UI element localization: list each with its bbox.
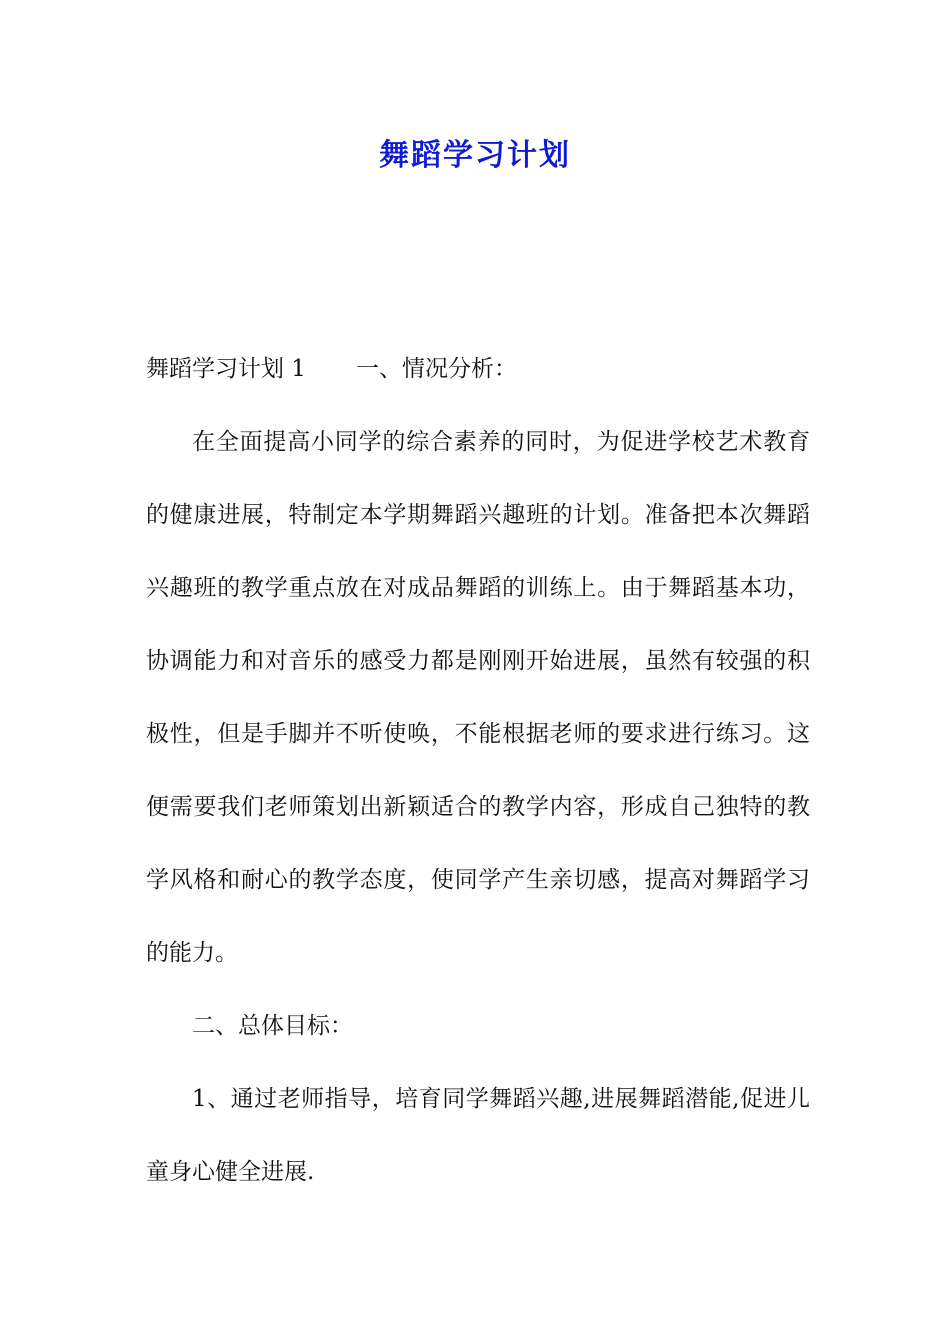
section-heading-goals: 二、总体目标：: [192, 1013, 353, 1039]
document-body: [146, 333, 810, 1209]
paragraph-situation: 在全面提高小同学的综合素养的同时，为促进学校艺术教育的健康进展，特制定本学期舞蹈兴趣班的计划。准备把本次舞蹈兴趣班的教学重点放在对成品舞蹈的训练上。由于舞蹈基本功，协调能力和对音乐的感受力都是刚刚开始进展，虽然有较强的积极性，但是手脚并不听使唤，不能根据老师的要求进行练习。这便需要我们老师策划出新颖适合的教学内容，形成自己独特的教学风格和耐心的教学态度，使同学产生亲切感，提高对舞蹈学习的能力。: [146, 429, 810, 966]
document-title: 舞蹈学习计划: [379, 138, 571, 173]
plan-label: 舞蹈学习计划 1: [146, 356, 306, 382]
section-heading: 一、情况分析：: [355, 356, 517, 382]
paragraph-goal-1: 1、通过老师指导，培育同学舞蹈兴趣,进展舞蹈潜能,促进儿童身心健全进展.: [146, 1086, 810, 1185]
section-heading-line: [146, 333, 810, 406]
